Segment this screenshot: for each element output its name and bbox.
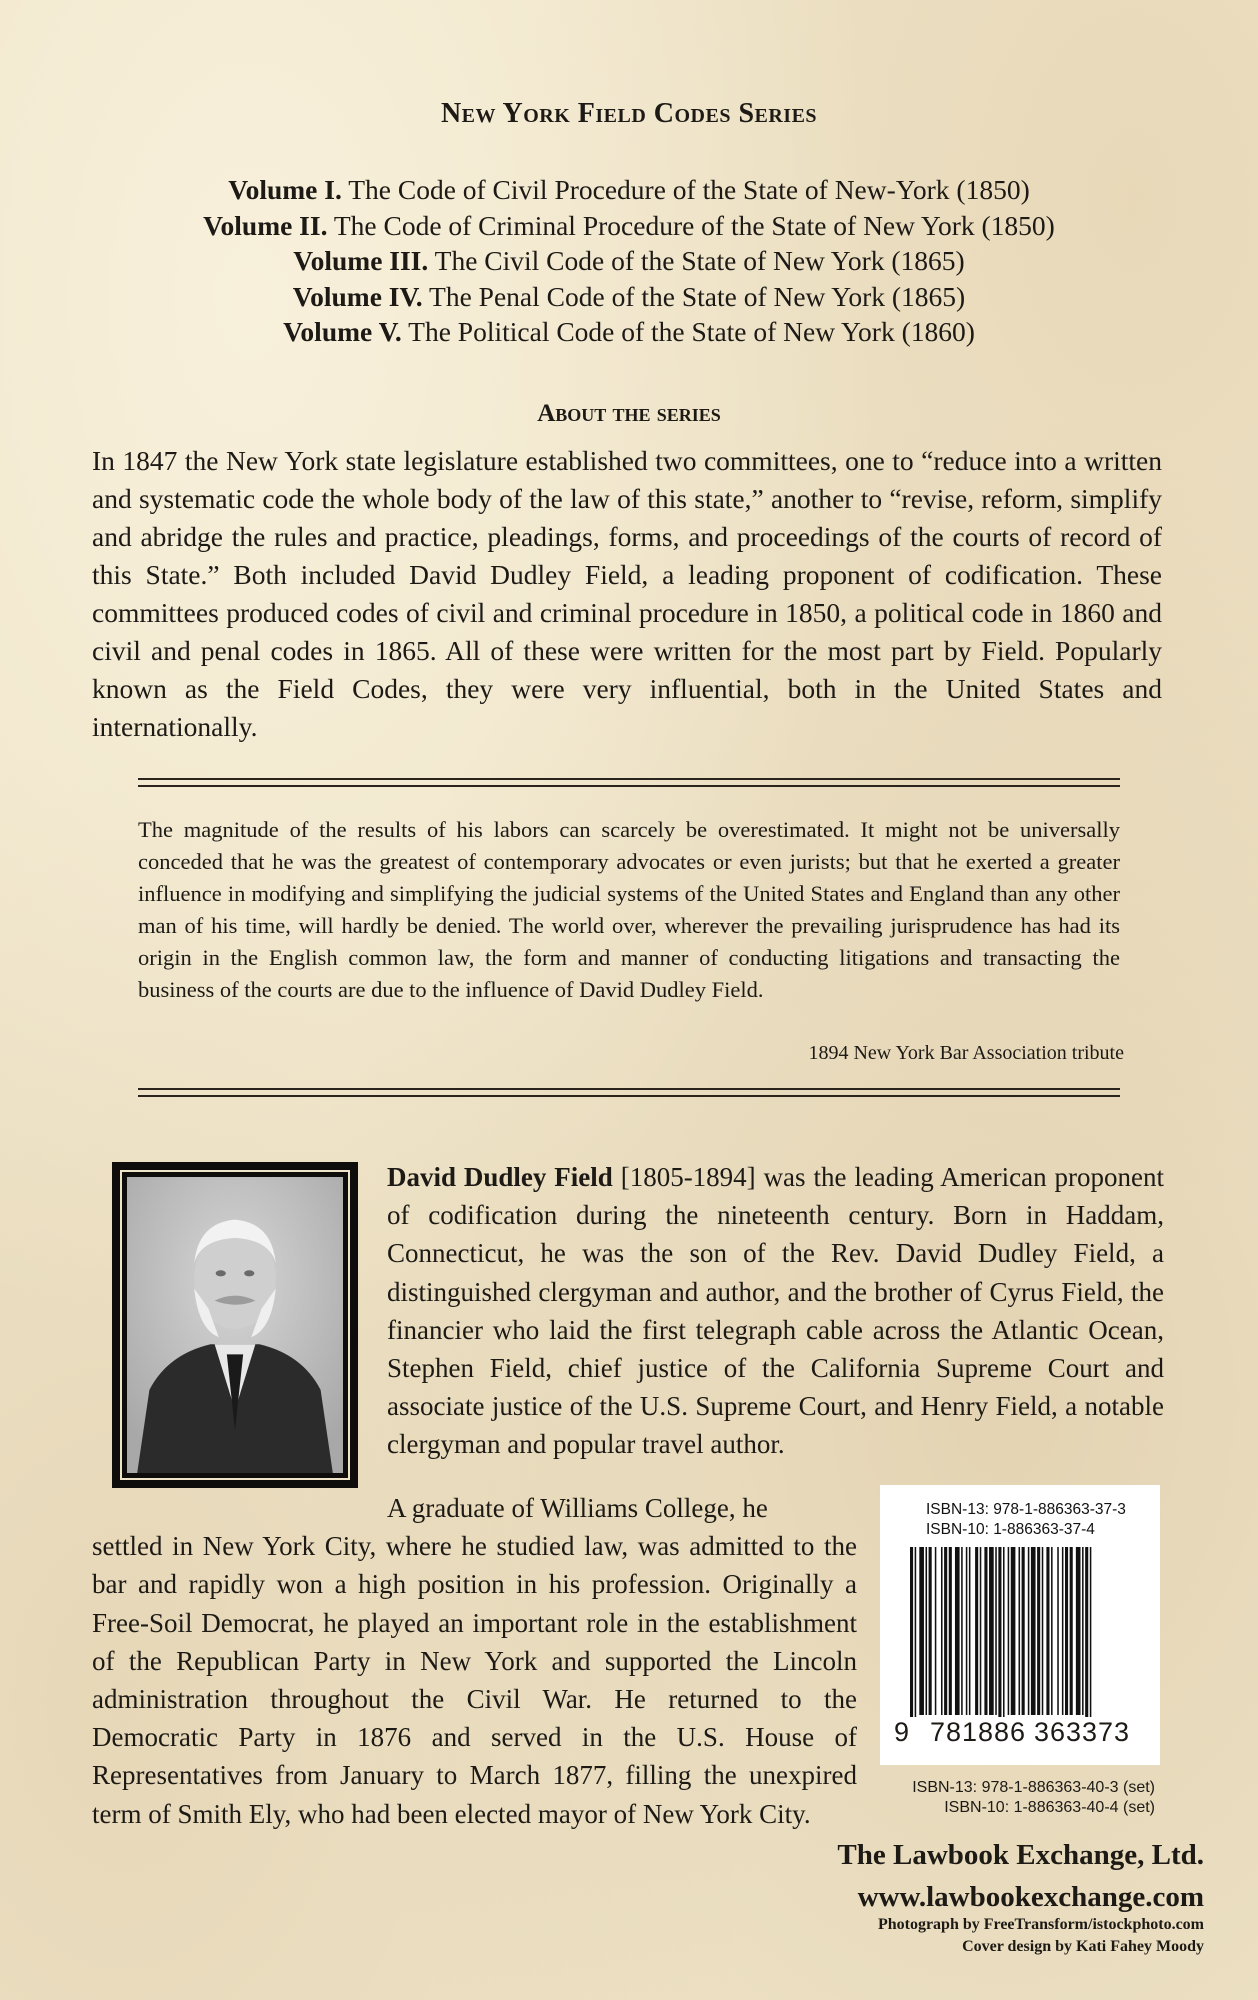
volume-list (0, 172, 1258, 350)
about-text: In 1847 the New York state legislature established two committees, one to “reduce into a written and systematic code the whole body of the law of this state,” another to “revise, reform, simplify and abridge the rules and practice, pleadings, forms, and proceedings of the courts of record of this State.” Both included David Dudley Field, a leading proponent of codification. These committees produced codes of civil and criminal procedure in 1850, a political code in 1860 and civil and penal codes in 1865. All of these were written for the most part by Field. Popularly known as the Field Codes, they were very influential, both in the United States and internationally. (92, 445, 1162, 742)
publisher-block (700, 1834, 1204, 1918)
barcode-bar (1031, 1547, 1036, 1715)
volume-label: Volume I. (228, 174, 342, 205)
barcode-bar (1003, 1547, 1005, 1717)
set-isbn10: ISBN-10: 1-886363-40-4 (set) (944, 1799, 1155, 1816)
barcode-bar (1028, 1547, 1030, 1715)
barcode-bar (966, 1547, 968, 1715)
barcode-bar (998, 1547, 1001, 1717)
barcode-bar (1076, 1547, 1081, 1715)
barcode-bar (935, 1547, 937, 1715)
barcode-digits-left: 781886 (929, 1717, 1027, 1747)
barcode-bar (949, 1547, 952, 1715)
photo-credit: Photograph by FreeTransform/istockphoto.com (877, 1916, 1204, 1933)
publisher-name: The Lawbook Exchange, Ltd. (837, 1839, 1204, 1871)
barcode-bar (1070, 1547, 1073, 1715)
barcode-digits-right: 363373 (1033, 1717, 1131, 1747)
barcode-digit-first: 9 (894, 1717, 910, 1747)
set-isbn13: ISBN-13: 978-1-886363-40-3 (set) (912, 1779, 1155, 1796)
barcode-bar (1022, 1547, 1025, 1715)
volume-item (0, 314, 1258, 350)
barcode-bar (910, 1547, 913, 1717)
portrait-photo (127, 1177, 343, 1473)
barcode-bar (975, 1547, 978, 1715)
barcode-bar (1008, 1547, 1010, 1715)
barcode-bar (929, 1547, 932, 1715)
about-title: About the series (537, 400, 721, 427)
bio-text-2-lead: A graduate of Williams College, he (387, 1493, 768, 1523)
barcode-bar (961, 1547, 963, 1715)
barcode-bar (989, 1547, 994, 1715)
barcode-bar (941, 1547, 943, 1715)
barcode-label (880, 1485, 1160, 1765)
volume-title: The Code of Civil Procedure of the State of New-York (1850) (341, 174, 1030, 205)
volume-label: Volume III. (293, 245, 429, 276)
bio-text-1: [1805-1894] was the leading American proponent of codification during the nineteenth century. Born in Haddam, Connecticut, he was the son of the Rev. David Dudley Field, a distinguished clergyman and author, and the brother of Cyrus Field, the financier who laid the first telegraph cable across the Atlantic Ocean, Stephen Field, chief justice of the California Supreme Court and associate justice of the U.S. Supreme Court, and Henry Field, a notable clergyman and popular travel author. (387, 1162, 1164, 1460)
barcode-bar (1037, 1547, 1040, 1715)
portrait-frame (112, 1162, 358, 1488)
volume-label: Volume V. (283, 316, 402, 347)
barcode-bar (1051, 1547, 1053, 1715)
barcode-bar (1042, 1547, 1044, 1715)
barcode-isbn10: ISBN-10: 1-886363-37-4 (926, 1521, 1095, 1538)
tribute-quote: The magnitude of the results of his labors can scarcely be overestimated. It might not be universally conceded that he was the greatest of contemporary advocates or even jurists; but that he exerted a greater influence in modifying and simplifying the judicial systems of the United States and England than any other man of his time, will hardly be denied. The world over, wherever the prevailing jurisprudence has had its origin in the English common law, the form and manner of conducting litigations and transacting the business of the courts are due to the influence of David Dudley Field. (138, 817, 1120, 1002)
volume-item (0, 208, 1258, 244)
credits-block (700, 1914, 1204, 1958)
volume-item (0, 279, 1258, 315)
volume-title: The Civil Code of the State of New York (1865) (428, 245, 965, 276)
barcode-bar (955, 1547, 960, 1715)
volume-item (0, 243, 1258, 279)
series-title: New York Field Codes Series (440, 98, 818, 129)
barcode-bar (995, 1547, 997, 1715)
barcode-bar (1090, 1547, 1092, 1717)
volume-label: Volume II. (203, 209, 328, 241)
barcode-bar (969, 1547, 971, 1715)
divider-top (138, 778, 1120, 787)
set-isbn (880, 1778, 1155, 1818)
barcode-bar (1065, 1547, 1068, 1715)
volume-title: The Penal Code of the State of New York (1865) (422, 280, 966, 312)
barcode-bar (1082, 1547, 1084, 1715)
publisher-url[interactable]: www.lawbookexchange.com (857, 1881, 1204, 1913)
barcode-bar (1019, 1547, 1021, 1715)
volume-title: The Code of Criminal Procedure of the State of New York (1850) (327, 209, 1055, 241)
volume-title: The Political Code of the State of New York (1860) (401, 316, 975, 347)
barcode-bar (1046, 1547, 1049, 1715)
barcode-bar (944, 1547, 947, 1715)
barcode-bar (919, 1547, 924, 1715)
barcode-bar (1062, 1547, 1064, 1715)
bio-paragraph-2 (92, 1489, 857, 1833)
barcode-isbn13: ISBN-13: 978-1-886363-37-3 (926, 1501, 1126, 1518)
volume-label: Volume IV. (292, 280, 423, 312)
barcode-bar (1011, 1547, 1016, 1715)
barcode-bars (910, 1547, 1140, 1717)
barcode-bar (1057, 1547, 1059, 1715)
barcode-bar (980, 1547, 982, 1715)
barcode-bar (926, 1547, 928, 1715)
bio-text-2: settled in New York City, where he studied law, was admitted to the bar and rapidly won a high position in his profession. Originally a Free-Soil Democrat, he played an important role in the establishment of the Republican Party in New York and supported the Lincoln administration throughout the Civil War. He returned to the Democratic Party in 1876 and served in the U.S. House of Representatives from January to March 1877, filling the unexpired term of Smith Ely, who had been elected mayor of New York City. (92, 1531, 857, 1829)
quote-attribution: 1894 New York Bar Association tribute (808, 1042, 1124, 1064)
bio-paragraph-1 (387, 1158, 1164, 1464)
barcode-bar (915, 1547, 917, 1717)
barcode-bar (1085, 1547, 1088, 1717)
bio-name: David Dudley Field (387, 1162, 613, 1192)
divider-bottom (138, 1088, 1120, 1097)
volume-item (0, 172, 1258, 208)
barcode-bar (984, 1547, 987, 1715)
design-credit: Cover design by Kati Fahey Moody (962, 1938, 1204, 1955)
